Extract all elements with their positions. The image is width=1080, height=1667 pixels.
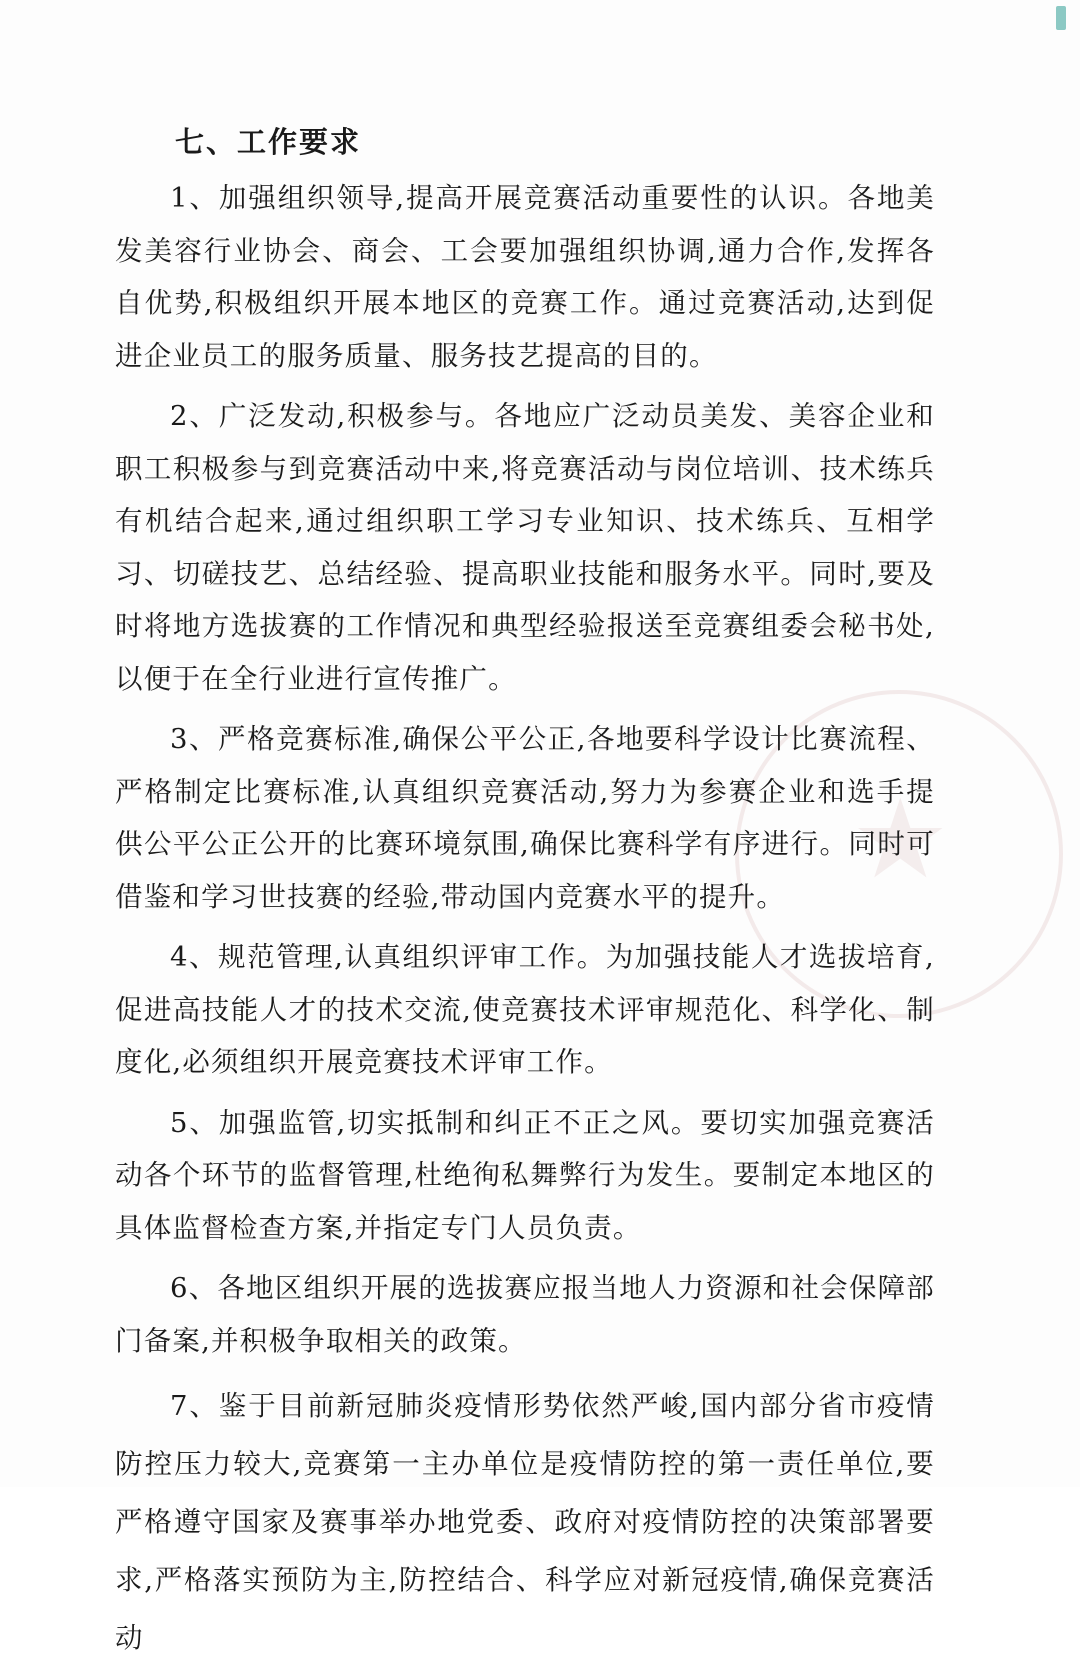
paragraph-3: 3、严格竞赛标准,确保公平公正,各地要科学设计比赛流程、严格制定比赛标准,认真组织竞赛活动,努力为参赛企业和选手提供公平公正公开的比赛环境氛围,确保比赛科学有序进行。同时可借鉴和学习世技赛的经验,带动国内竞赛水平的提升。 (115, 723, 935, 913)
seal-star-icon: ★ (851, 775, 950, 903)
paragraph-4: 4、规范管理,认真组织评审工作。为加强技能人才选拔培育,促进高技能人才的技术交流,使竞赛技术评审规范化、科学化、制度化,必须组织开展竞赛技术评审工作。 (115, 941, 935, 1078)
scan-edge-mark (1056, 6, 1066, 30)
paragraph-2: 2、广泛发动,积极参与。各地应广泛动员美发、美容企业和职工积极参与到竞赛活动中来,将竞赛活动与岗位培训、技术练兵有机结合起来,通过组织职工学习专业知识、技术练兵、互相学习、切磋技艺、总结经验、提高职业技能和服务水平。同时,要及时将地方选拔赛的工作情况和典型经验报送至竞赛组委会秘书处,以便于在全行业进行宣传推广。 (115, 400, 935, 695)
paragraph-7: 7、鉴于目前新冠肺炎疫情形势依然严峻,国内部分省市疫情防控压力较大,竞赛第一主办单位是疫情防控的第一责任单位,要严格遵守国家及赛事举办地党委、政府对疫情防控的决策部署要求,严格落实预防为主,防控结合、科学应对新冠疫情,确保竞赛活动 (115, 1390, 935, 1654)
paragraph-6: 6、各地区组织开展的选拔赛应报当地人力资源和社会保障部门备案,并积极争取相关的政策。 (115, 1272, 935, 1357)
section-heading: 七、工作要求 (175, 125, 362, 159)
paragraph-5: 5、加强监管,切实抵制和纠正不正之风。要切实加强竞赛活动各个环节的监督管理,杜绝徇私舞弊行为发生。要制定本地区的具体监督检查方案,并指定专门人员负责。 (115, 1106, 935, 1244)
document-body (115, 112, 935, 1667)
paragraph-1: 1、加强组织领导,提高开展竞赛活动重要性的认识。各地美发美容行业协会、商会、工会要加强组织协调,通力合作,发挥各自优势,积极组织开展本地区的竞赛工作。通过竞赛活动,达到促进企业员工的服务质量、服务技艺提高的目的。 (115, 182, 935, 372)
